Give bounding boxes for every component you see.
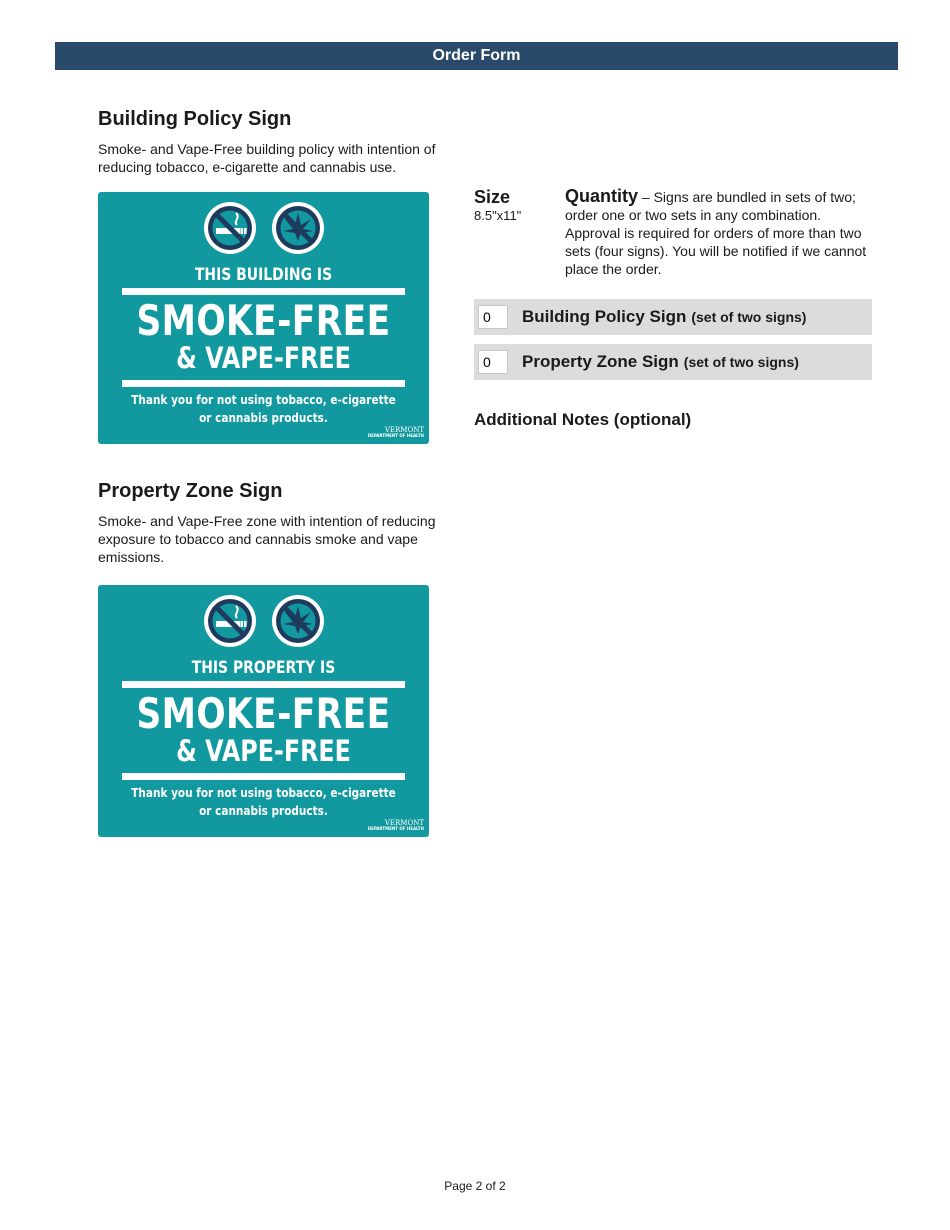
order-form-header [55, 42, 898, 70]
property-sign-row-sublabel: (set of two signs) [683, 354, 799, 370]
logo-subtext: DEPARTMENT OF HEALTH [367, 826, 424, 831]
no-smoking-icon [203, 201, 257, 255]
sign-icons [98, 594, 429, 648]
building-sign-description: Smoke- and Vape-Free building policy with intention of reducing tobacco, e-cigarette and cannabis use. [98, 141, 436, 175]
sign-thanks-line2: or cannabis products. [199, 410, 328, 425]
sign-divider-top [122, 681, 405, 688]
sign-divider-bottom [122, 773, 405, 780]
building-sign-row-label: Building Policy Sign [522, 307, 687, 326]
logo-text: VERMONT [384, 426, 424, 434]
sign-thanks-line1: Thank you for not using tobacco, e-cigarette [131, 785, 396, 800]
sign-vape-free: & VAPE-FREE [176, 341, 351, 375]
sign-thanks [124, 391, 402, 427]
property-sign-row-label: Property Zone Sign [522, 352, 679, 371]
sign-smoke-free: SMOKE-FREE [136, 296, 391, 345]
quantity-label: Quantity [565, 186, 639, 206]
page-number: Page 2 of 2 [444, 1179, 506, 1193]
building-sign-image [98, 192, 429, 444]
sign-icons [98, 201, 429, 255]
quantity-instructions [565, 187, 875, 278]
property-sign-order-row [474, 344, 872, 380]
sign-thanks [124, 784, 402, 820]
logo-subtext: DEPARTMENT OF HEALTH [367, 433, 424, 438]
quantity-text: – Signs are bundled in sets of two; order one or two sets in any combination. Approval is required for orders of more than two sets (four signs). You will be notified if we cannot place the order. [565, 189, 867, 277]
property-sign-image [98, 585, 429, 837]
building-sign-order-row [474, 299, 872, 335]
sign-heading: THIS BUILDING IS [194, 265, 333, 285]
vermont-health-logo [368, 427, 424, 439]
no-cannabis-icon [271, 201, 325, 255]
header-title: Order Form [432, 47, 521, 64]
building-sign-row-sublabel: (set of two signs) [691, 309, 807, 325]
sign-divider-bottom [122, 380, 405, 387]
no-smoking-icon [203, 594, 257, 648]
size-label: Size [474, 187, 511, 207]
sign-vape-free: & VAPE-FREE [176, 734, 351, 768]
property-sign-title: Property Zone Sign [98, 480, 283, 502]
property-sign-description: Smoke- and Vape-Free zone with intention of reducing exposure to tobacco and cannabis smoke and vape emissions. [98, 513, 436, 565]
vermont-health-logo [368, 820, 424, 832]
sign-smoke-free: SMOKE-FREE [136, 689, 391, 738]
logo-text: VERMONT [384, 819, 424, 827]
additional-notes-label: Additional Notes (optional) [474, 410, 692, 429]
no-cannabis-icon [271, 594, 325, 648]
sign-thanks-line2: or cannabis products. [199, 803, 328, 818]
building-sign-title: Building Policy Sign [98, 108, 292, 130]
sign-thanks-line1: Thank you for not using tobacco, e-cigarette [131, 392, 396, 407]
property-sign-quantity-input[interactable] [478, 350, 508, 374]
sign-divider-top [122, 288, 405, 295]
building-sign-quantity-input[interactable] [478, 305, 508, 329]
sign-heading: THIS PROPERTY IS [191, 658, 336, 678]
size-value: 8.5"x11" [474, 208, 522, 223]
